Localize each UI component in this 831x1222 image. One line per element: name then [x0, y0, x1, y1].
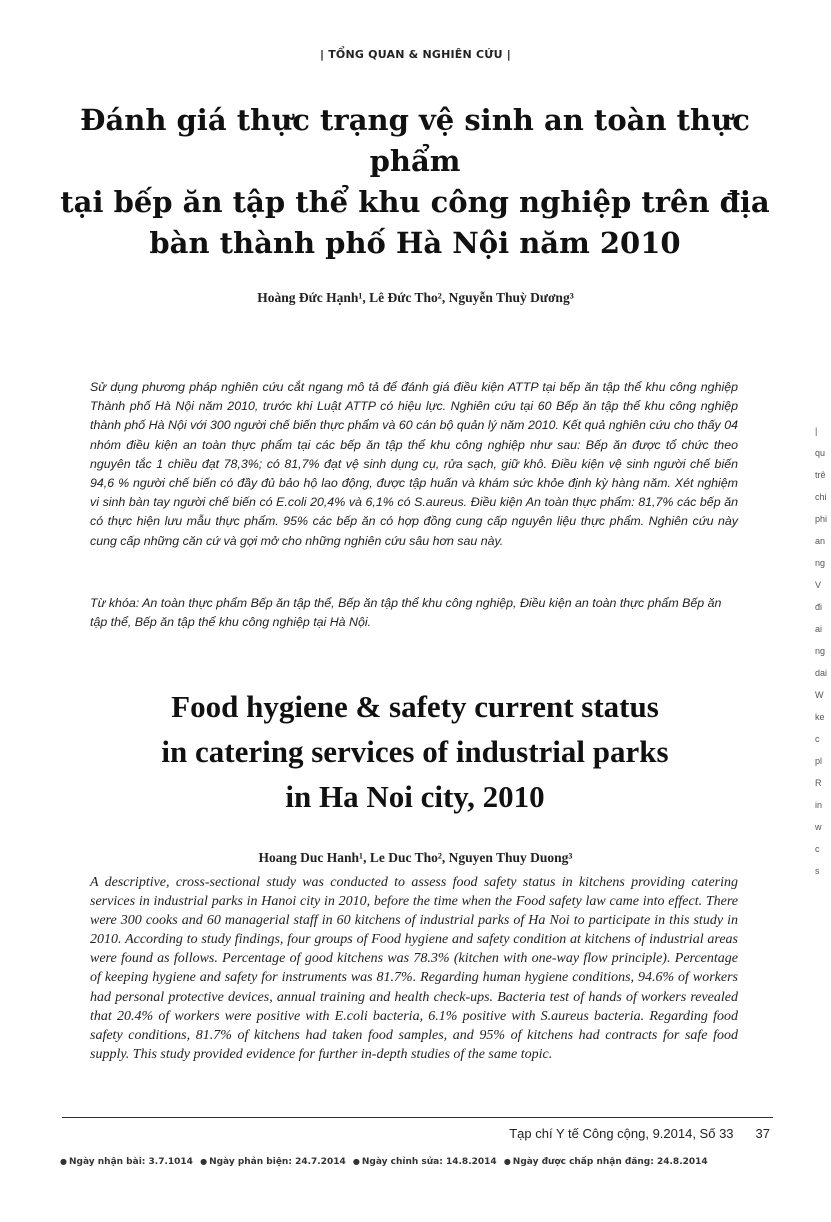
edge-fragment: V — [815, 580, 822, 590]
edge-fragment: trê — [815, 470, 826, 480]
date-reviewed: ● Ngày phản biện: 24.7.2014 — [200, 1157, 346, 1167]
journal-citation: Tạp chí Y tế Công cộng, 9.2014, Số 33 — [509, 1126, 734, 1141]
edge-fragment: c — [815, 734, 820, 744]
edge-fragment: chi — [815, 492, 827, 502]
vietnamese-title-line-3: bàn thành phố Hà Nội năm 2010 — [149, 226, 681, 260]
edge-fragment: ai — [815, 624, 823, 634]
vietnamese-authors: Hoàng Đức Hạnh¹, Lê Đức Tho², Nguyễn Thuỳ Dương³ — [257, 290, 574, 305]
edge-fragment: W — [815, 690, 824, 700]
vietnamese-title-line-2: tại bếp ăn tập thể khu công nghiệp trên địa — [60, 185, 770, 219]
bullet-icon: ● — [200, 1157, 208, 1166]
date-accepted: ● Ngày được chấp nhận đăng: 24.8.2014 — [503, 1157, 708, 1167]
footer-journal-info — [440, 1126, 770, 1141]
page-number: 37 — [755, 1126, 770, 1141]
bullet-icon: ● — [60, 1157, 67, 1166]
edge-fragment: qu — [815, 448, 826, 458]
edge-fragment: w — [815, 822, 822, 832]
edge-fragment: ng — [815, 558, 826, 568]
edge-fragment: đi — [815, 602, 823, 612]
vietnamese-title — [60, 100, 770, 264]
english-title-line-2: in catering services of industrial parks — [161, 734, 669, 769]
edge-fragment: s — [815, 866, 820, 876]
english-authors: Hoang Duc Hanh¹, Le Duc Tho², Nguyen Thuy Duong³ — [258, 850, 573, 865]
edge-fragment: ke — [815, 712, 825, 722]
date-received: ● Ngày nhận bài: 3.7.1014 — [60, 1157, 193, 1167]
english-title-line-3: in Ha Noi city, 2010 — [285, 779, 545, 814]
edge-fragment: c — [815, 844, 820, 854]
english-abstract: A descriptive, cross-sectional study was conducted to assess food safety status in kitchens providing catering services in industrial parks in Hanoi city in 2010, before the time when the Food safety law came into effect. There were 300 cooks and 60 managerial staff in 60 kitchens of industrial parks of Ha Noi to participate in this study in 2010. According to study findings, four groups of Food hygiene and safety condition at kitchens of industrial areas were found as follows. Percentage of good kitchens was 78.3% (kitchen with one-way flow principle). Percentage of keeping hygiene and safety for instruments was 81.7%. Regarding human hygiene conditions, 94.6% of workers had personal protective devices, annual training and health check-ups. Bacteria test of hands of workers revealed that 20.4% of workers were positive with E.coli bacteria, 6.1% positive with S.aureus bacteria. Regarding food safety conditions, 81.7% of kitchens had taken food samples, and 95% of kitchens had contracts for safe food supply. This study provided evidence for further in-depth studies of the same topic. — [90, 875, 738, 1062]
edge-fragment: dai — [815, 668, 828, 678]
footer-divider — [62, 1117, 773, 1118]
edge-fragment: in — [815, 800, 823, 810]
vietnamese-abstract: Sử dụng phương pháp nghiên cứu cắt ngang mô tả để đánh giá điều kiện ATTP tại bếp ăn tập thể khu công nghiệp Thành phố Hà Nội năm 2010, trước khi Luật ATTP có hiệu lực. Nghiên cứu tại 60 Bếp ăn tập thể khu công nghiệp thành phố Hà Nội với 300 người chế biến thực phẩm và 60 cán bộ quản lý năm 2010. Kết quả nghiên cứu cho thấy 04 nhóm điều kiện an toàn thực phẩm tại các bếp ăn tập thể khu công nghiệp như sau: Bếp ăn được tổ chức theo nguyên tắc 1 chiều đạt 78,3%; có 81,7% đạt vệ sinh dụng cụ, rửa sạch, giữ khô. Điều kiện vệ sinh người chế biến 94,6 % người chế biến có đầy đủ bảo hộ lao động, được tập huấn và khám sức khỏe định kỳ hàng năm. Xét nghiệm vi sinh bàn tay người chế biến có E.coli 20,4% và 6,1% có S.aureus. Điều kiện An toàn thực phẩm: 81,7% các bếp ăn có thực hiện lưu mẫu thực phẩm. 95% các bếp ăn có hợp đồng cung cấp nguyên liệu thực phẩm. Nghiên cứu này cung cấp những căn cứ và gợi mở cho những nghiên cứu sâu hơn sau này. — [90, 380, 738, 548]
vietnamese-keywords: Từ khóa: An toàn thực phẩm Bếp ăn tập thể, Bếp ăn tập thể khu công nghiệp, Điều kiện an toàn thực phẩm Bếp ăn tập thể, Bếp ăn tập thể khu công nghiệp tại Hà Nội. — [90, 596, 722, 630]
edge-fragment: pl — [815, 756, 823, 766]
edge-fragment: ng — [815, 646, 826, 656]
bullet-icon: ● — [352, 1157, 360, 1166]
edge-fragment: | — [815, 426, 818, 436]
vietnamese-title-line-1: Đánh giá thực trạng vệ sinh an toàn thực phẩm — [80, 103, 750, 178]
edge-fragment: R — [815, 778, 822, 788]
adjacent-page-edge — [815, 420, 831, 882]
edge-fragment: phi — [815, 514, 828, 524]
english-title — [60, 684, 770, 819]
english-title-line-1: Food hygiene & safety current status — [171, 689, 659, 724]
section-tag: | TỔNG QUAN & NGHIÊN CỨU | — [319, 48, 511, 61]
bullet-icon: ● — [503, 1157, 511, 1166]
edge-fragment: an — [815, 536, 826, 546]
date-revised: ● Ngày chỉnh sửa: 14.8.2014 — [352, 1157, 497, 1167]
footer-dates — [60, 1157, 780, 1167]
